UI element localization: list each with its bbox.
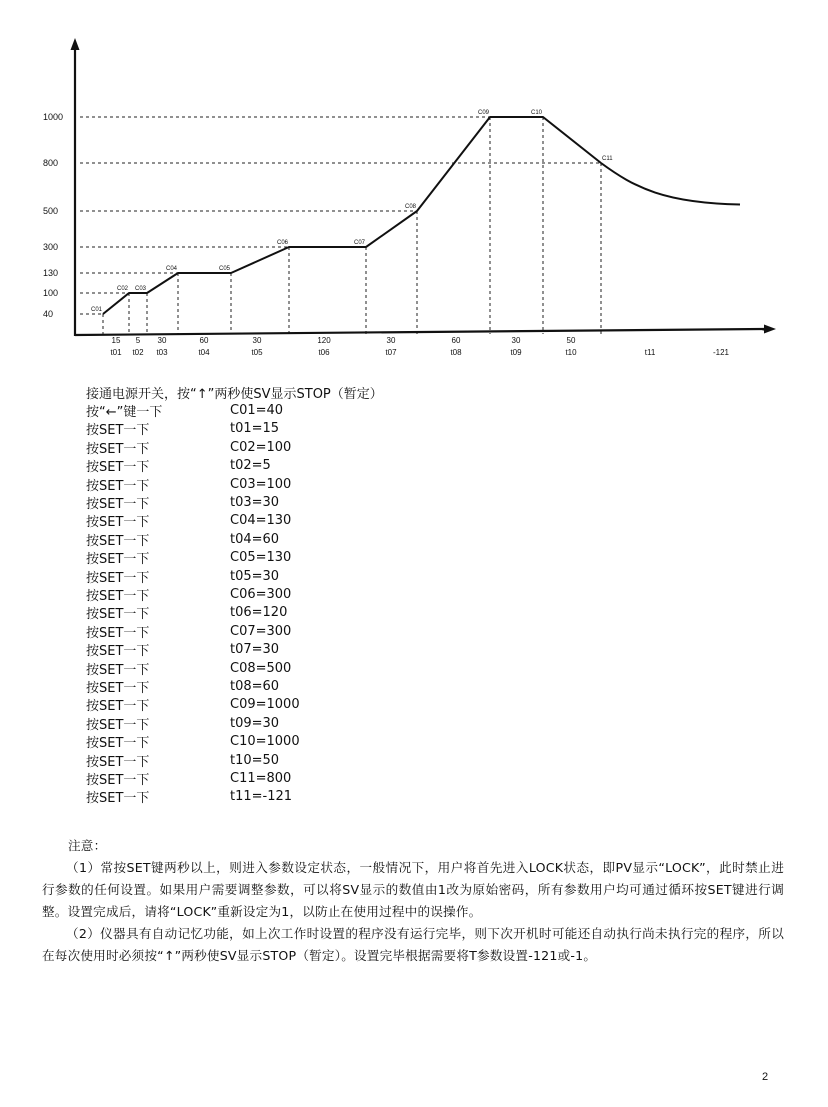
step-row bbox=[86, 549, 686, 567]
x-unit-label: 30 bbox=[386, 336, 396, 345]
step-action: 按SET一下 bbox=[86, 625, 150, 641]
point-label: C08 bbox=[405, 204, 417, 210]
step-action: 按SET一下 bbox=[86, 441, 150, 457]
x-tick-labels bbox=[110, 336, 729, 357]
step-action: 按SET一下 bbox=[86, 717, 150, 733]
step-value: C06=300 bbox=[230, 586, 292, 602]
step-value: C11=800 bbox=[230, 770, 292, 786]
step-action: 按SET一下 bbox=[86, 460, 150, 476]
x-unit-label: 60 bbox=[199, 336, 209, 345]
program-curve-chart bbox=[0, 0, 828, 370]
x-segment-label: t01 bbox=[110, 348, 122, 357]
y-tick-label: 500 bbox=[43, 206, 59, 216]
step-value: C07=300 bbox=[230, 623, 292, 639]
program-curve bbox=[103, 117, 740, 314]
point-label: C04 bbox=[166, 266, 178, 272]
step-action: 按SET一下 bbox=[86, 754, 150, 770]
notes-section bbox=[42, 835, 784, 967]
step-action: 按SET一下 bbox=[86, 423, 150, 439]
step-value: t08=60 bbox=[230, 678, 280, 694]
step-value: C03=100 bbox=[230, 476, 292, 492]
step-value: t09=30 bbox=[230, 715, 280, 731]
step-action: 按SET一下 bbox=[86, 791, 150, 807]
step-row bbox=[86, 420, 686, 438]
step-row bbox=[86, 512, 686, 530]
x-unit-label: 50 bbox=[566, 336, 576, 345]
point-label: C06 bbox=[277, 240, 289, 246]
x-unit-label: 30 bbox=[511, 336, 521, 345]
step-value: C10=1000 bbox=[230, 734, 300, 750]
step-row bbox=[86, 659, 686, 677]
step-action: 按“←”键一下 bbox=[86, 405, 163, 421]
point-label: C11 bbox=[602, 156, 613, 162]
y-tick-labels bbox=[43, 112, 63, 319]
x-segment-label: t07 bbox=[385, 348, 397, 357]
y-axis-arrow bbox=[71, 38, 80, 50]
x-unit-label: 30 bbox=[157, 336, 167, 345]
x-unit-label: 30 bbox=[252, 336, 262, 345]
step-row bbox=[86, 640, 686, 658]
step-value: t01=15 bbox=[230, 421, 280, 437]
x-segment-label: t09 bbox=[510, 348, 522, 357]
x-unit-label: 5 bbox=[135, 336, 141, 345]
step-value: t06=120 bbox=[230, 605, 288, 621]
series-line bbox=[103, 117, 601, 314]
step-row bbox=[86, 696, 686, 714]
step-value: C05=130 bbox=[230, 550, 292, 566]
step-action: 按SET一下 bbox=[86, 533, 150, 549]
page-number: 2 bbox=[762, 1071, 769, 1083]
step-row bbox=[86, 714, 686, 732]
point-label: C10 bbox=[531, 110, 543, 116]
step-row bbox=[86, 769, 686, 787]
step-action: 按SET一下 bbox=[86, 497, 150, 513]
x-segment-label: t03 bbox=[156, 348, 168, 357]
notes-title: 注意： bbox=[68, 838, 107, 853]
step-row bbox=[86, 751, 686, 769]
step-value: C01=40 bbox=[230, 403, 284, 419]
step-row bbox=[86, 493, 686, 511]
chart-axes bbox=[71, 38, 777, 336]
step-row bbox=[86, 530, 686, 548]
x-segment-label: -121 bbox=[712, 348, 730, 357]
notes-paragraph-2: （2）仪器具有自动记忆功能，如上次工作时设置的程序没有运行完毕，则下次开机时可能还自动执行尚未执行完的程序，所以在每次使用时必须按“↑”两秒使SV显示STOP（暂定）。设置完毕根据需要将T参数设置-121或-1。 bbox=[42, 926, 784, 963]
step-value: C02=100 bbox=[230, 439, 292, 455]
step-action: 按SET一下 bbox=[86, 772, 150, 788]
point-label: C02 bbox=[117, 286, 129, 292]
x-axis-arrow bbox=[764, 325, 776, 334]
point-label: C07 bbox=[354, 240, 366, 246]
step-row bbox=[86, 401, 686, 419]
step-action: 按SET一下 bbox=[86, 662, 150, 678]
step-action: 按SET一下 bbox=[86, 699, 150, 715]
step-list bbox=[86, 401, 686, 806]
step-value: t07=30 bbox=[230, 642, 280, 658]
step-action: 按SET一下 bbox=[86, 736, 150, 752]
x-segment-label: t11 bbox=[644, 348, 656, 357]
step-action: 按SET一下 bbox=[86, 478, 150, 494]
x-segment-label: t04 bbox=[198, 348, 210, 357]
y-tick-label: 1000 bbox=[43, 112, 64, 122]
y-tick-label: 40 bbox=[43, 309, 54, 319]
step-value: C04=130 bbox=[230, 513, 292, 529]
x-unit-label: 60 bbox=[451, 336, 461, 345]
step-row bbox=[86, 622, 686, 640]
step-row bbox=[86, 732, 686, 750]
point-label: C05 bbox=[219, 266, 231, 272]
step-action: 按SET一下 bbox=[86, 644, 150, 660]
step-action: 按SET一下 bbox=[86, 589, 150, 604]
step-row bbox=[86, 438, 686, 456]
point-label: C09 bbox=[478, 110, 490, 116]
step-action: 按SET一下 bbox=[86, 607, 150, 623]
x-segment-label: t06 bbox=[318, 348, 330, 357]
step-action: 按SET一下 bbox=[86, 570, 150, 586]
x-segment-label: t05 bbox=[251, 348, 263, 357]
x-axis bbox=[75, 329, 766, 335]
step-value: t02=5 bbox=[230, 458, 271, 474]
y-tick-label: 130 bbox=[43, 268, 59, 278]
step-row bbox=[86, 677, 686, 695]
step-row bbox=[86, 457, 686, 475]
step-row bbox=[86, 585, 686, 603]
y-tick-label: 100 bbox=[43, 288, 59, 298]
step-action: 按SET一下 bbox=[86, 515, 150, 531]
step-value: t11=-121 bbox=[230, 789, 293, 805]
program-intro-text: 接通电源开关，按“↑”两秒使SV显示STOP（暂定） bbox=[86, 386, 383, 402]
step-row bbox=[86, 567, 686, 585]
x-segment-label: t02 bbox=[132, 348, 144, 357]
point-label: C03 bbox=[135, 286, 147, 292]
y-tick-label: 300 bbox=[43, 242, 59, 252]
step-action: 按SET一下 bbox=[86, 680, 150, 696]
guide-lines bbox=[80, 117, 601, 334]
step-value: t04=60 bbox=[230, 531, 280, 547]
step-row bbox=[86, 604, 686, 622]
step-value: t03=30 bbox=[230, 495, 280, 511]
point-label: C01 bbox=[91, 307, 103, 313]
y-tick-label: 800 bbox=[43, 158, 59, 168]
x-segment-label: t08 bbox=[450, 348, 462, 357]
step-value: C08=500 bbox=[230, 660, 292, 676]
step-action: 按SET一下 bbox=[86, 552, 150, 568]
cooling-curve bbox=[601, 163, 740, 205]
program-intro bbox=[86, 383, 686, 401]
program-steps bbox=[86, 383, 686, 806]
step-value: t05=30 bbox=[230, 568, 280, 584]
step-value: t10=50 bbox=[230, 752, 280, 768]
step-row bbox=[86, 475, 686, 493]
x-unit-label: 120 bbox=[317, 336, 331, 345]
step-value: C09=1000 bbox=[230, 697, 300, 713]
notes-paragraph-1: （1）常按SET键两秒以上，则进入参数设定状态，一般情况下，用户将首先进入LOCK状态，即PV显示“LOCK”，此时禁止进行参数的任何设置。如果用户需要调整参数，可以将SV显示的数值由1改为原始密码，所有参数用户均可通过循环按SET键进行调整。设置完成后，请将“LOCK”重新设定为1，以防止在使用过程中的误操作。 bbox=[42, 860, 784, 919]
step-row bbox=[86, 788, 686, 806]
x-unit-label: 15 bbox=[111, 336, 121, 345]
x-segment-label: t10 bbox=[565, 348, 577, 357]
